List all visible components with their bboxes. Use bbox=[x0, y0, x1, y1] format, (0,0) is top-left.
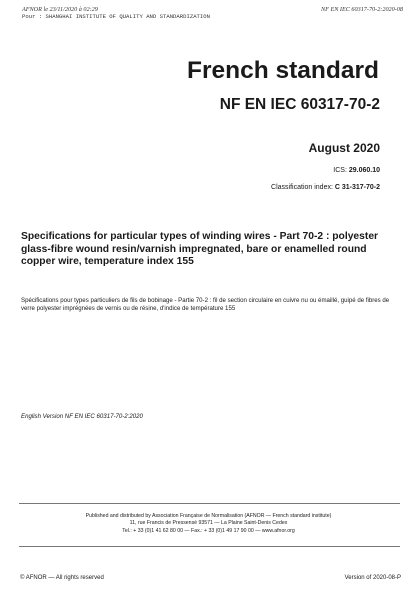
ics-value: 29.060.10 bbox=[348, 167, 380, 174]
classification-label: Classification index: bbox=[271, 184, 335, 191]
download-stamp bbox=[22, 6, 210, 20]
english-title: Specifications for particular types of winding wires - Part 70-2 : polyester glass-fibre wound resin/varnish impregnated, bare or enamelled round copper wire, temperature index 155 bbox=[21, 231, 379, 268]
ics-code bbox=[333, 167, 380, 174]
publisher-line-2: 11, rue Francis de Pressensé 93571 — La Plaine Saint-Denis Cedex bbox=[129, 520, 288, 527]
ics-label: ICS: bbox=[333, 167, 349, 174]
classification-index bbox=[271, 184, 380, 191]
version-label: Version of 2020-08-P bbox=[344, 575, 401, 581]
publisher-info bbox=[0, 513, 417, 535]
french-title: Spécifications pour types particuliers de fils de bobinage - Partie 70-2 : fil de section circulaire en cuivre nu ou émaillé, guipé de fibres de verre polyester imprégnées de vernis ou de résine, d'indice de température 155 bbox=[21, 297, 390, 313]
stamp-date-line: AFNOR le 23/11/2020 à 02:29 bbox=[22, 6, 98, 13]
english-version-note: English Version NF EN IEC 60317-70-2:2020 bbox=[21, 413, 143, 420]
divider-top bbox=[19, 503, 400, 504]
publisher-line-1: Published and distributed by Association Française de Normalisation (AFNOR — French standard institute) bbox=[85, 513, 332, 519]
standard-number: NF EN IEC 60317-70-2 bbox=[219, 96, 380, 113]
page-title: French standard bbox=[187, 57, 379, 84]
publication-date: August 2020 bbox=[308, 141, 380, 155]
publisher-line-3: Tel.: + 33 (0)1 41 62 80 00 — Fax.: + 33 (0)1 49 17 90 00 — www.afnor.org bbox=[122, 527, 295, 534]
header-doc-code: NF EN IEC 60317-70-2:2020-08 bbox=[321, 6, 403, 13]
copyright-notice: © AFNOR — All rights reserved bbox=[20, 575, 104, 581]
classification-value: C 31-317-70-2 bbox=[334, 184, 380, 191]
divider-bottom bbox=[19, 546, 400, 547]
stamp-licensee-line: Pour : SHANGHAI INSTITUTE OF QUALITY AND STANDARDIZATION bbox=[22, 13, 210, 20]
